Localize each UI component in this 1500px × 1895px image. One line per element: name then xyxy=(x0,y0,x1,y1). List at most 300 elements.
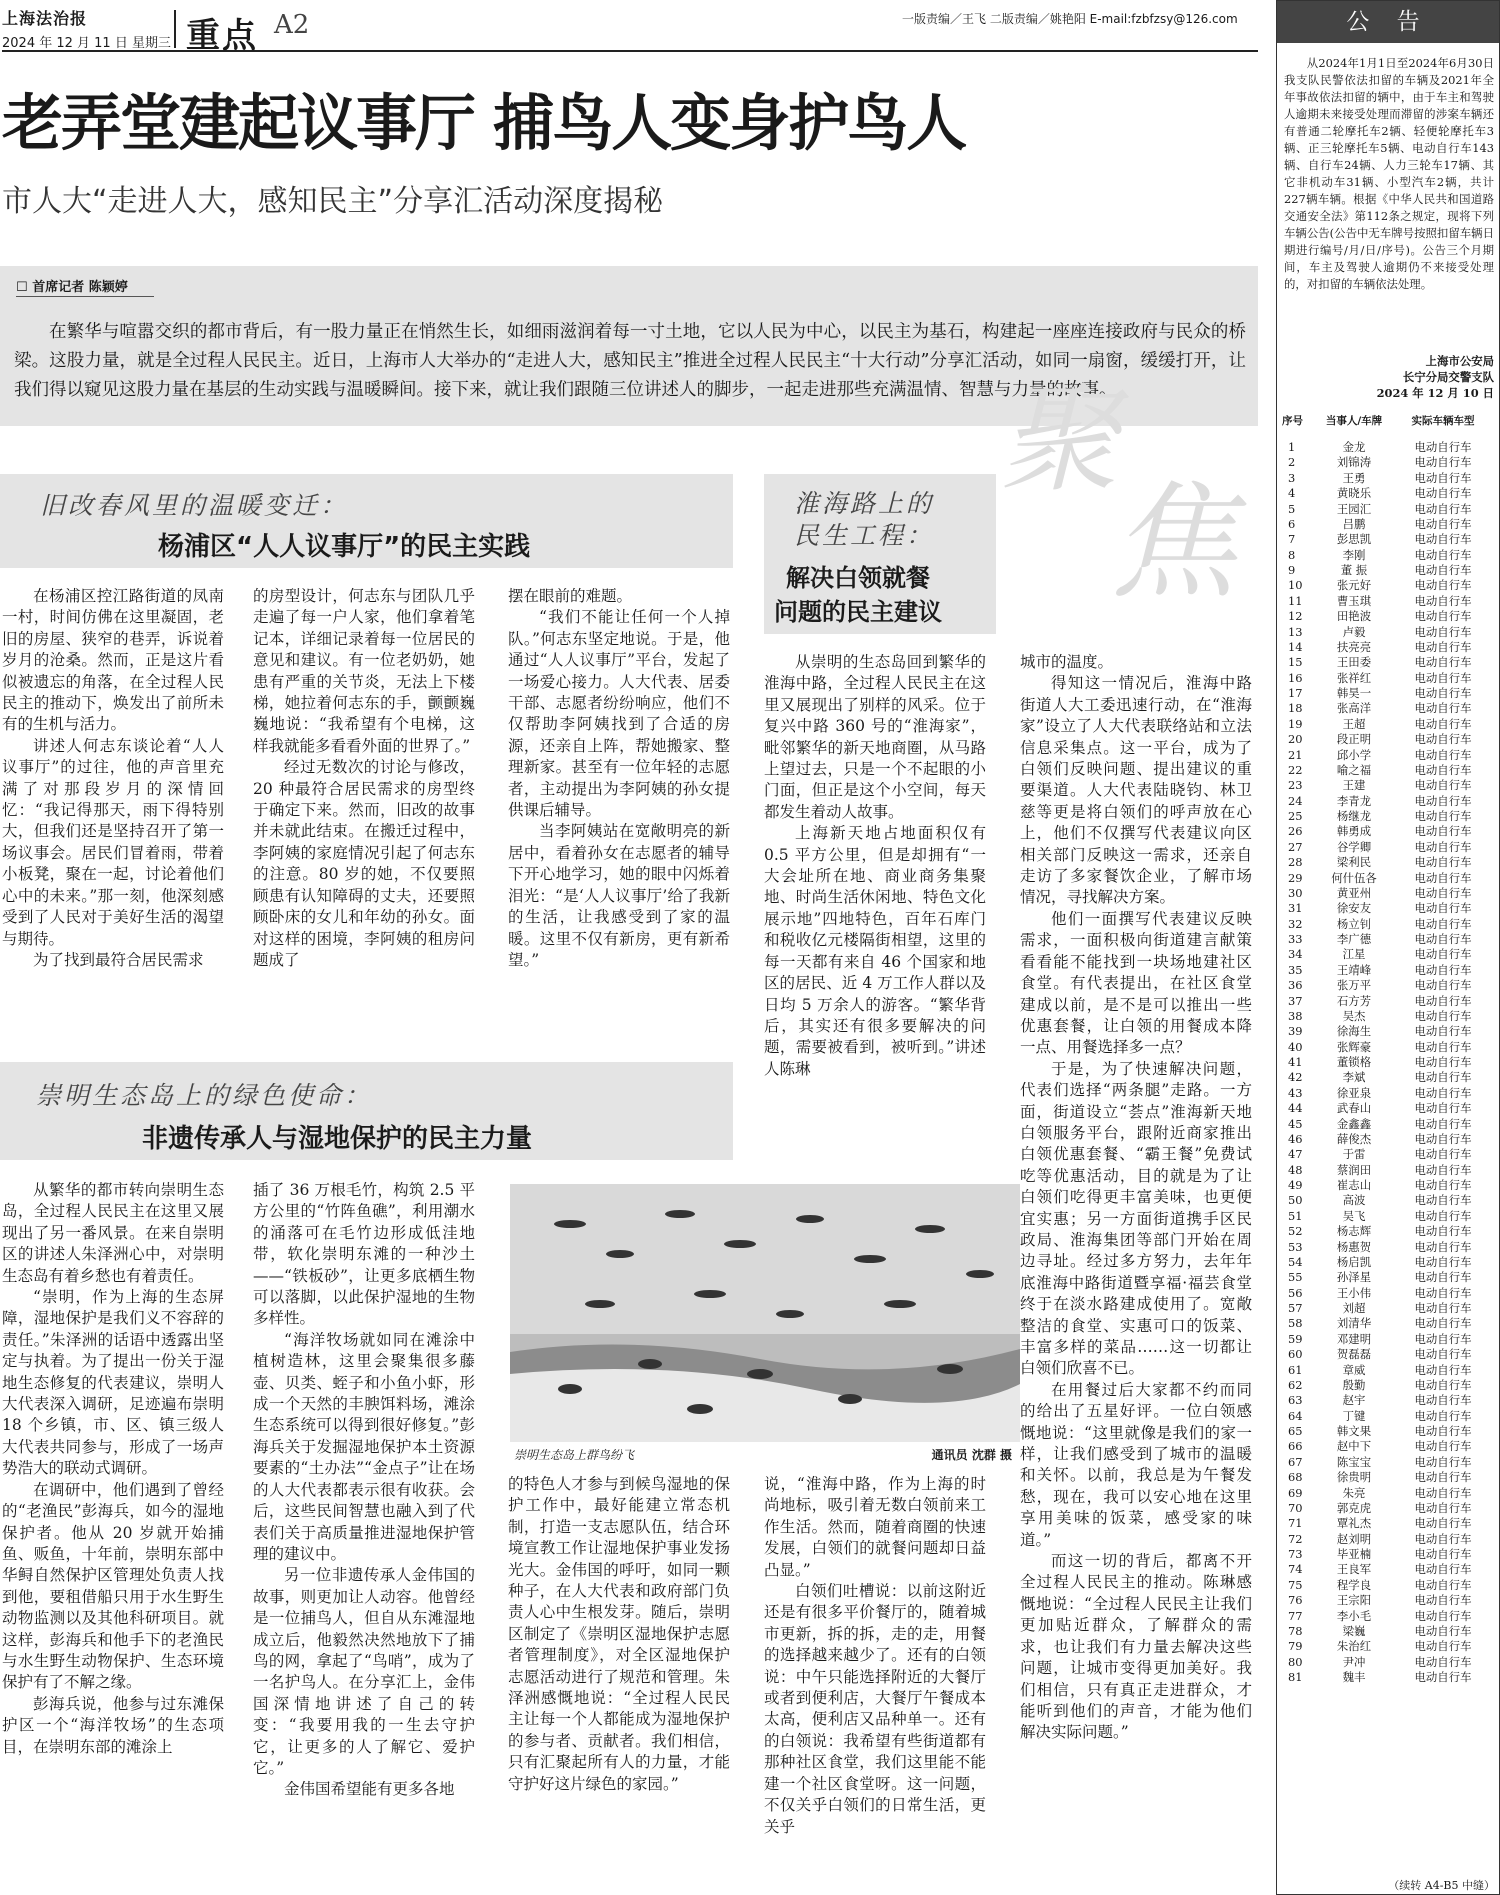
section2-title-a: 崇明生态岛上的绿色使命： xyxy=(36,1081,373,1110)
headline: 老弄堂建起议事厅 捕鸟人变身护鸟人 xyxy=(2,88,966,159)
row-vehicle-type: 电动自行车 xyxy=(1414,1516,1472,1531)
row-vehicle-type: 电动自行车 xyxy=(1414,978,1472,993)
row-index: 80 xyxy=(1288,1654,1303,1669)
row-vehicle-type: 电动自行车 xyxy=(1414,1593,1472,1608)
row-index: 45 xyxy=(1288,1116,1303,1131)
row-vehicle-type: 电动自行车 xyxy=(1414,1577,1472,1592)
row-owner: 梁巍 xyxy=(1342,1623,1366,1638)
row-index: 47 xyxy=(1288,1147,1303,1162)
table-row xyxy=(1282,1670,1496,1685)
table-row xyxy=(1282,532,1496,547)
row-index: 14 xyxy=(1288,639,1303,654)
row-owner: 李青龙 xyxy=(1336,793,1372,808)
row-index: 7 xyxy=(1288,532,1296,547)
row-index: 52 xyxy=(1288,1224,1303,1239)
table-row xyxy=(1282,1040,1496,1055)
row-index: 35 xyxy=(1288,962,1303,977)
row-owner: 曹玉琪 xyxy=(1336,593,1372,608)
row-owner: 章威 xyxy=(1342,1362,1366,1377)
intro-paragraph: 在繁华与喧嚣交织的都市背后，有一股力量正在悄然生长，如细雨滋润着每一寸土地，它以人民为中心，以民主为基石，构建起一座座连接政府与民众的桥梁。这股力量，就是全过程人民民主。近日，上海市人大举办的“走进人大，感知民主”推进全过程人民民主“十大行动”分享汇活动，如同一扇窗，缓缓打开，让我们得以窥见这股力量在基层的生动实践与温暖瞬间。接下来，就让我们跟随三位讲述人的脚步，一起走进那些充满温情、智慧与力量的故事。 xyxy=(14,322,1246,400)
row-index: 64 xyxy=(1288,1408,1303,1423)
header-type: 实际车辆车型 xyxy=(1411,415,1475,427)
table-row xyxy=(1282,1593,1496,1608)
row-owner: 魏丰 xyxy=(1342,1670,1366,1684)
row-index: 17 xyxy=(1288,686,1303,700)
row-owner: 李刚 xyxy=(1342,547,1366,562)
row-owner: 张辉豪 xyxy=(1336,1039,1372,1054)
table-row xyxy=(1282,1393,1496,1408)
focus-char-2: 焦 xyxy=(1110,469,1236,616)
row-vehicle-type: 电动自行车 xyxy=(1414,1070,1472,1085)
row-vehicle-type: 电动自行车 xyxy=(1414,1101,1472,1116)
row-index: 49 xyxy=(1288,1178,1303,1192)
row-vehicle-type: 电动自行车 xyxy=(1414,1670,1472,1684)
section2-column-1: 从繁华的都市转向崇明生态岛，全过程人民民主在这里又展现出了另一番风景。在来自崇明区的讲述人朱泽洲心中，对崇明生态岛有着乡愁也有着责任。 “崇明，作为上海的生态屏障，湿地保护是我们义不容辞的责任。”朱泽洲的话语中透露出坚定与执着。为了提出一份关于湿地生态修复的代表建议，崇明人大代表深入调研，足迹遍布崇明 18 个乡镇，市、区、镇三级人大代表共同参与，形成了一场声势浩大的联动式调研。 在调研中，他们遇到了曾经的“老渔民”彭海兵，如今的湿地保护者。他从 20 岁就开始捕鱼、贩鱼，十年前，崇明东部中华鲟自然保护区管理处负责人找到他，要租借船只用于水生野生动物监测以及其他科研项目。就这样，彭海兵和他手下的老渔民与水生野生动物保护、生态环境保护有了不解之缘。 彭海兵说，他参与过东滩保护区一个“海洋牧场”的生态项目，在崇明东部的滩涂上 xyxy=(2,1181,224,1756)
row-index: 21 xyxy=(1288,747,1303,762)
section1-column-2: 的房型设计，何志东与团队几乎走遍了每一户人家，他们拿着笔记本，详细记录着每一位居民的意见和建议。有一位老奶奶，她患有严重的关节炎，无法上下楼梯，她拉着何志东的手，颤颤巍巍地说：“我希望有个电梯，这样我就能多看看外面的世界了。” 经过无数次的讨论与修改，20 种最符合居民需求的房型终于确定下来。然而，旧改的故事并未就此结束。在搬迁过程中，李阿姨的家庭情况引起了何志东的注意。80 岁的她，不仅要照顾患有认知障碍的丈夫，还要照顾卧床的女儿和年幼的孙女。面对这样的困境，李阿姨的租房问题成了 xyxy=(253,587,475,969)
row-vehicle-type: 电动自行车 xyxy=(1414,578,1472,593)
table-row xyxy=(1282,717,1496,732)
row-index: 74 xyxy=(1288,1562,1303,1577)
row-index: 81 xyxy=(1288,1670,1303,1684)
row-owner: 郭克虎 xyxy=(1336,1500,1372,1515)
row-index: 54 xyxy=(1288,1254,1303,1269)
row-vehicle-type: 电动自行车 xyxy=(1414,993,1472,1008)
row-owner: 王园汇 xyxy=(1336,501,1372,516)
table-row xyxy=(1282,1378,1496,1393)
table-row xyxy=(1282,1255,1496,1270)
row-index: 29 xyxy=(1288,870,1303,885)
row-vehicle-type: 电动自行车 xyxy=(1414,1039,1472,1054)
table-row xyxy=(1282,748,1496,763)
table-row xyxy=(1282,901,1496,916)
row-owner: 薛俊杰 xyxy=(1336,1131,1372,1146)
row-index: 76 xyxy=(1288,1593,1303,1608)
row-vehicle-type: 电动自行车 xyxy=(1414,701,1472,716)
row-index: 51 xyxy=(1288,1208,1303,1223)
row-vehicle-type: 电动自行车 xyxy=(1414,1562,1472,1577)
row-vehicle-type: 电动自行车 xyxy=(1414,1347,1472,1362)
row-vehicle-type: 电动自行车 xyxy=(1414,1654,1472,1669)
row-index: 53 xyxy=(1288,1239,1303,1254)
table-row xyxy=(1282,1086,1496,1101)
row-index: 24 xyxy=(1288,793,1303,808)
row-vehicle-type: 电动自行车 xyxy=(1414,1254,1472,1269)
row-index: 66 xyxy=(1288,1439,1303,1454)
section3-column-2: 说，“淮海中路，作为上海的时尚地标，吸引着无数白领前来工作生活。然而，随着商圈的快速发展，白领们的就餐问题却日益凸显。” 白领们吐槽说：以前这附近还是有很多平价餐厅的，随着城市更新，拆的拆，走的走，用餐的选择越来越少了。还有的白领说：中午只能选择附近的大餐厅或者到便利店，大餐厅午餐成本太高，便利店又品种单一。还有的白领说：我希望有些街道都有那种社区食堂，我们这里能不能建一个社区食堂呀。这一问题，不仅关乎白领们的日常生活，更关乎 xyxy=(764,1475,986,1836)
row-index: 57 xyxy=(1288,1301,1303,1315)
table-row xyxy=(1282,732,1496,747)
row-owner: 徐海生 xyxy=(1336,1024,1372,1039)
row-owner: 杨立钊 xyxy=(1336,916,1372,931)
row-index: 72 xyxy=(1288,1531,1303,1546)
row-owner: 刘清华 xyxy=(1336,1316,1372,1331)
table-row xyxy=(1282,794,1496,809)
page-number: A2 xyxy=(274,10,310,40)
wetland-birds-photo xyxy=(510,1184,1020,1442)
row-vehicle-type: 电动自行车 xyxy=(1414,932,1472,946)
row-vehicle-type: 电动自行车 xyxy=(1414,793,1472,808)
row-index: 48 xyxy=(1288,1162,1303,1177)
table-row xyxy=(1282,471,1496,486)
row-vehicle-type: 电动自行车 xyxy=(1414,732,1472,747)
row-owner: 刘锦涛 xyxy=(1336,455,1372,470)
table-row xyxy=(1282,1486,1496,1501)
row-index: 70 xyxy=(1288,1500,1303,1515)
row-owner: 吴杰 xyxy=(1342,1008,1366,1023)
row-owner: 张万平 xyxy=(1336,978,1372,993)
row-index: 13 xyxy=(1288,624,1303,639)
row-owner: 李斌 xyxy=(1342,1070,1366,1085)
row-owner: 石方芳 xyxy=(1336,993,1372,1008)
table-row xyxy=(1282,1163,1496,1178)
row-index: 77 xyxy=(1288,1608,1303,1623)
table-row xyxy=(1282,1178,1496,1193)
row-owner: 江星 xyxy=(1342,947,1366,962)
table-row xyxy=(1282,840,1496,855)
row-index: 69 xyxy=(1288,1485,1303,1500)
row-vehicle-type: 电动自行车 xyxy=(1414,609,1472,624)
row-vehicle-type: 电动自行车 xyxy=(1414,455,1472,470)
editors-line: 一版责编／王飞 二版责编／姚艳阳 E-mail:fzbfzsy@126.com xyxy=(902,12,1238,26)
row-index: 19 xyxy=(1288,716,1303,731)
masthead xyxy=(2,6,1258,56)
row-owner: 于雷 xyxy=(1342,1147,1366,1162)
section3-title-a: 淮海路上的 xyxy=(794,489,935,518)
table-row xyxy=(1282,548,1496,563)
row-vehicle-type: 电动自行车 xyxy=(1414,1608,1472,1623)
section1-column-3: 摆在眼前的难题。 “我们不能让任何一个人掉队。”何志东坚定地说。于是，他通过“人人议事厅”平台，发起了一场爱心接力。人大代表、居委干部、志愿者纷纷响应，他们不仅帮助李阿姨找到了合适的房源，还亲自上阵，帮她搬家、整理新家。甚至有一位年轻的志愿者，主动提出为李阿姨的孙女提供课后辅导。 当李阿姨站在宽敞明亮的新居中，看着孙女在志愿者的辅导下开心地学习，她的眼中闪烁着泪光：“是‘人人议事厅’给了我新的生活，让我感受到了家的温暖。这里不仅有新房，更有新希望。” xyxy=(508,587,730,969)
row-vehicle-type: 电动自行车 xyxy=(1414,1147,1472,1162)
section1-column-1: 在杨浦区控江路街道的凤南一村，时间仿佛在这里凝固，老旧的房屋、狭窄的巷弄，诉说着岁月的沧桑。然而，正是这片看似被遗忘的角落，在全过程人民民主的推动下，焕发出了前所未有的生机与活力。 讲述人何志东谈论着“人人议事厅”的过往，他的声音里充满了对那段岁月的深情回忆：“我记得那天，雨下得特别大，但我们还是坚持召开了第一场议事会。居民们冒着雨，带着小板凳，聚在一起，讨论着他们心中的未来。”那一刻，他深刻感受到了人民对于美好生活的渴望与期待。 为了找到最符合居民需求 xyxy=(2,587,224,969)
row-vehicle-type: 电动自行车 xyxy=(1414,1485,1472,1500)
row-owner: 赵刘明 xyxy=(1336,1531,1372,1546)
row-index: 5 xyxy=(1288,501,1296,516)
row-owner: 武春山 xyxy=(1336,1101,1372,1116)
table-row xyxy=(1282,517,1496,532)
table-row xyxy=(1282,640,1496,655)
table-row xyxy=(1282,1316,1496,1331)
table-row xyxy=(1282,1224,1496,1239)
table-row xyxy=(1282,1009,1496,1024)
row-owner: 王勇 xyxy=(1342,470,1366,485)
row-index: 4 xyxy=(1288,486,1296,501)
row-owner: 黄晓乐 xyxy=(1336,486,1372,501)
table-row xyxy=(1282,1547,1496,1562)
row-index: 62 xyxy=(1288,1377,1303,1392)
row-owner: 贺磊磊 xyxy=(1336,1347,1372,1362)
row-owner: 彭思凯 xyxy=(1336,532,1372,547)
row-vehicle-type: 电动自行车 xyxy=(1414,824,1472,839)
row-owner: 王靖峰 xyxy=(1336,962,1372,977)
row-index: 67 xyxy=(1288,1454,1303,1469)
row-index: 68 xyxy=(1288,1470,1303,1485)
row-vehicle-type: 电动自行车 xyxy=(1414,1008,1472,1023)
row-vehicle-type: 电动自行车 xyxy=(1414,563,1472,577)
row-vehicle-type: 电动自行车 xyxy=(1414,1116,1472,1131)
row-vehicle-type: 电动自行车 xyxy=(1414,1362,1472,1377)
row-vehicle-type: 电动自行车 xyxy=(1414,486,1472,501)
row-vehicle-type: 电动自行车 xyxy=(1414,809,1472,823)
row-index: 23 xyxy=(1288,778,1303,793)
row-owner: 张祥红 xyxy=(1336,670,1372,685)
row-owner: 程学良 xyxy=(1336,1577,1372,1592)
row-vehicle-type: 电动自行车 xyxy=(1414,1301,1472,1315)
table-row xyxy=(1282,1132,1496,1147)
row-owner: 张高洋 xyxy=(1336,701,1372,716)
row-index: 46 xyxy=(1288,1131,1303,1146)
row-owner: 韩文果 xyxy=(1336,1424,1372,1438)
row-vehicle-type: 电动自行车 xyxy=(1414,885,1472,900)
section3-title-d: 问题的民主建议 xyxy=(774,598,942,626)
row-vehicle-type: 电动自行车 xyxy=(1414,1331,1472,1346)
row-index: 26 xyxy=(1288,824,1303,839)
row-owner: 何什伍各 xyxy=(1331,870,1377,885)
row-index: 41 xyxy=(1288,1055,1303,1069)
row-owner: 吕鹏 xyxy=(1342,516,1366,531)
row-owner: 孙泽星 xyxy=(1336,1270,1372,1285)
row-owner: 杨启凯 xyxy=(1336,1254,1372,1269)
section3-banner xyxy=(764,474,996,634)
issue-date: 2024 年 12 月 11 日 星期三 xyxy=(2,36,171,51)
section3-title-c: 民生工程： xyxy=(794,521,935,550)
row-owner: 邓建明 xyxy=(1336,1331,1372,1346)
row-index: 9 xyxy=(1288,563,1296,577)
photo-credit: 通讯员 沈群 摄 xyxy=(931,1448,1012,1462)
row-vehicle-type: 电动自行车 xyxy=(1414,1639,1472,1654)
row-vehicle-type: 电动自行车 xyxy=(1414,962,1472,977)
row-index: 59 xyxy=(1288,1331,1303,1346)
row-vehicle-type: 电动自行车 xyxy=(1414,639,1472,654)
row-index: 56 xyxy=(1288,1285,1303,1300)
table-row xyxy=(1282,1624,1496,1639)
row-owner: 梁利民 xyxy=(1336,855,1372,870)
section1-banner xyxy=(0,474,733,568)
row-vehicle-type: 电动自行车 xyxy=(1414,1239,1472,1254)
row-owner: 邱小学 xyxy=(1336,747,1372,762)
row-owner: 尹冲 xyxy=(1342,1654,1366,1669)
table-row xyxy=(1282,1347,1496,1362)
table-row xyxy=(1282,886,1496,901)
vehicle-table-body xyxy=(1282,440,1496,1685)
row-vehicle-type: 电动自行车 xyxy=(1414,1424,1472,1438)
section3-column-1: 从崇明的生态岛回到繁华的淮海中路，全过程人民民主在这里又展现出了别样的风采。位于复兴中路 360 号的“淮海家”，毗邻繁华的新天地商圈，从马路上望过去，只是一个不起眼的小门面，但正是这个小空间，每天都发生着动人故事。 上海新天地占地面积仅有 0.5 平方公里，但是却拥有“一大会址所在地、商业商务集聚地、时尚生活休闲地、特色文化展示地”四地特色，百年石库门和税收亿元楼隔街相望，这里的每一天都有来自 46 个国家和地区的居民、近 4 万工作人群以及日均 5 万余人的游客。“繁华背后，其实还有很多要解决的问题，需要被看到，被听到。”讲述人陈琳 xyxy=(764,653,986,1078)
row-owner: 徐贵明 xyxy=(1336,1470,1372,1485)
table-row xyxy=(1282,1578,1496,1593)
row-index: 75 xyxy=(1288,1577,1303,1592)
row-owner: 董 振 xyxy=(1340,563,1368,577)
row-owner: 朱治红 xyxy=(1336,1639,1372,1654)
row-owner: 韩勇成 xyxy=(1336,824,1372,839)
table-row xyxy=(1282,1055,1496,1070)
masthead-divider xyxy=(174,10,176,48)
row-vehicle-type: 电动自行车 xyxy=(1414,655,1472,670)
table-row xyxy=(1282,655,1496,670)
row-vehicle-type: 电动自行车 xyxy=(1414,1393,1472,1408)
table-row xyxy=(1282,1501,1496,1516)
row-index: 1 xyxy=(1288,440,1296,454)
table-row xyxy=(1282,1270,1496,1285)
row-index: 71 xyxy=(1288,1516,1303,1531)
table-row xyxy=(1282,1332,1496,1347)
row-index: 20 xyxy=(1288,732,1303,747)
row-index: 37 xyxy=(1288,993,1303,1008)
row-owner: 蔡润田 xyxy=(1336,1162,1372,1177)
row-vehicle-type: 电动自行车 xyxy=(1414,747,1472,762)
table-row xyxy=(1282,1439,1496,1454)
row-owner: 徐亚泉 xyxy=(1336,1085,1372,1100)
row-vehicle-type: 电动自行车 xyxy=(1414,1024,1472,1039)
row-index: 42 xyxy=(1288,1070,1303,1085)
row-index: 63 xyxy=(1288,1393,1303,1408)
row-owner: 段正明 xyxy=(1336,732,1372,747)
row-owner: 董锁格 xyxy=(1336,1055,1372,1069)
row-index: 15 xyxy=(1288,655,1303,670)
row-vehicle-type: 电动自行车 xyxy=(1414,1055,1472,1069)
row-owner: 王建 xyxy=(1342,778,1366,793)
row-index: 55 xyxy=(1288,1270,1303,1285)
row-index: 79 xyxy=(1288,1639,1303,1654)
row-index: 32 xyxy=(1288,916,1303,931)
table-row xyxy=(1282,1286,1496,1301)
header-index: 序号 xyxy=(1282,415,1303,427)
table-row xyxy=(1282,1409,1496,1424)
row-index: 10 xyxy=(1288,578,1303,593)
row-index: 43 xyxy=(1288,1085,1303,1100)
row-vehicle-type: 电动自行车 xyxy=(1414,1470,1472,1485)
table-row xyxy=(1282,978,1496,993)
notice-body: 从2024年1月1日至2024年6月30日我支队民警依法扣留的车辆及2021年全年事故依法扣留的辆中，由于车主和驾驶人逾期未来接受处理而滞留的涉案车辆还有普通二轮摩托车2辆、轻便轮摩托车3辆、正三轮摩托车5辆、电动自行车143辆、自行车24辆、人力三轮车17辆、其它非机动车31辆、小型汽车2辆，共计227辆车辆。根据《中华人民共和国道路交通安全法》第112条之规定，现将下列车辆公告(公告中无车牌号按照扣留车辆日期进行编号/月/日/序号)。公告三个月期间，车主及驾驶人逾期仍不来接受处理的，对扣留的车辆依法处理。 xyxy=(1284,56,1494,291)
row-owner: 金鑫鑫 xyxy=(1336,1116,1372,1131)
row-owner: 徐安友 xyxy=(1336,901,1372,916)
row-owner: 丁键 xyxy=(1342,1408,1366,1423)
table-row xyxy=(1282,1455,1496,1470)
table-row xyxy=(1282,963,1496,978)
table-row xyxy=(1282,1193,1496,1208)
vehicle-table xyxy=(1282,415,1496,1685)
header-owner: 当事人/车牌 xyxy=(1325,415,1383,427)
row-index: 3 xyxy=(1288,470,1296,485)
notice-title: 公 告 xyxy=(1277,1,1499,43)
row-index: 16 xyxy=(1288,670,1303,685)
section2-banner xyxy=(0,1062,733,1160)
row-index: 60 xyxy=(1288,1347,1303,1362)
row-index: 40 xyxy=(1288,1039,1303,1054)
row-vehicle-type: 电动自行车 xyxy=(1414,1439,1472,1454)
row-vehicle-type: 电动自行车 xyxy=(1414,532,1472,547)
section-title: 重点 xyxy=(186,16,258,56)
row-owner: 李广德 xyxy=(1336,932,1372,946)
row-vehicle-type: 电动自行车 xyxy=(1414,901,1472,916)
section3-title-b: 解决白领就餐 xyxy=(786,564,930,592)
notice-signature: 上海市公安局 长宁分局交警支队 2024 年 12 月 10 日 xyxy=(1376,354,1494,400)
section1-title-a: 旧改春风里的温暖变迁： xyxy=(40,491,349,520)
row-index: 8 xyxy=(1288,547,1296,562)
row-owner: 金龙 xyxy=(1342,440,1366,454)
row-index: 6 xyxy=(1288,516,1296,531)
focus-char-1: 聚 xyxy=(1000,370,1119,508)
table-row xyxy=(1282,1424,1496,1439)
row-vehicle-type: 电动自行车 xyxy=(1414,1193,1472,1208)
table-header-row xyxy=(1282,415,1496,440)
row-vehicle-type: 电动自行车 xyxy=(1414,1085,1472,1100)
row-index: 22 xyxy=(1288,762,1303,777)
row-owner: 朱亮 xyxy=(1342,1485,1366,1500)
row-owner: 杨继龙 xyxy=(1336,809,1372,823)
row-owner: 扶亮亮 xyxy=(1336,639,1372,654)
row-vehicle-type: 电动自行车 xyxy=(1414,1224,1472,1239)
row-vehicle-type: 电动自行车 xyxy=(1414,1316,1472,1331)
row-vehicle-type: 电动自行车 xyxy=(1414,1500,1472,1515)
row-index: 61 xyxy=(1288,1362,1303,1377)
table-row xyxy=(1282,1655,1496,1670)
table-row xyxy=(1282,701,1496,716)
row-index: 38 xyxy=(1288,1008,1303,1023)
row-index: 30 xyxy=(1288,885,1303,900)
table-row xyxy=(1282,455,1496,470)
table-row xyxy=(1282,917,1496,932)
row-owner: 杨惠贺 xyxy=(1336,1239,1372,1254)
table-row xyxy=(1282,1516,1496,1531)
row-index: 73 xyxy=(1288,1547,1303,1561)
row-vehicle-type: 电动自行车 xyxy=(1414,670,1472,685)
table-row xyxy=(1282,1240,1496,1255)
row-index: 44 xyxy=(1288,1101,1303,1116)
row-vehicle-type: 电动自行车 xyxy=(1414,1270,1472,1285)
row-owner: 毕亚楠 xyxy=(1336,1547,1372,1561)
byline-rule xyxy=(16,296,154,297)
table-row xyxy=(1282,502,1496,517)
row-owner: 喻之福 xyxy=(1336,762,1372,777)
row-owner: 吴飞 xyxy=(1342,1208,1366,1223)
row-vehicle-type: 电动自行车 xyxy=(1414,547,1472,562)
row-vehicle-type: 电动自行车 xyxy=(1414,1178,1472,1192)
row-owner: 王超 xyxy=(1342,716,1366,731)
table-row xyxy=(1282,778,1496,793)
row-vehicle-type: 电动自行车 xyxy=(1414,440,1472,454)
row-vehicle-type: 电动自行车 xyxy=(1414,470,1472,485)
row-owner: 张元好 xyxy=(1336,578,1372,593)
table-row xyxy=(1282,1639,1496,1654)
row-vehicle-type: 电动自行车 xyxy=(1414,501,1472,516)
byline-square-icon: ☐ xyxy=(16,280,33,295)
table-row xyxy=(1282,1363,1496,1378)
row-owner: 崔志山 xyxy=(1336,1178,1372,1192)
row-vehicle-type: 电动自行车 xyxy=(1414,762,1472,777)
row-owner: 高波 xyxy=(1342,1193,1366,1208)
row-owner: 覃礼杰 xyxy=(1336,1516,1372,1531)
row-index: 34 xyxy=(1288,947,1303,962)
table-row xyxy=(1282,671,1496,686)
row-index: 39 xyxy=(1288,1024,1303,1039)
row-vehicle-type: 电动自行车 xyxy=(1414,916,1472,931)
row-vehicle-type: 电动自行车 xyxy=(1414,1162,1472,1177)
table-row xyxy=(1282,1070,1496,1085)
row-index: 36 xyxy=(1288,978,1303,993)
section2-title-b: 非遗传承人与湿地保护的民主力量 xyxy=(142,1124,533,1154)
row-owner: 王小伟 xyxy=(1336,1285,1372,1300)
table-row xyxy=(1282,932,1496,947)
row-vehicle-type: 电动自行车 xyxy=(1414,870,1472,885)
table-row xyxy=(1282,1609,1496,1624)
table-row xyxy=(1282,947,1496,962)
row-owner: 王田委 xyxy=(1336,655,1372,670)
section1-title-b: 杨浦区“人人议事厅”的民主实践 xyxy=(158,532,531,562)
row-vehicle-type: 电动自行车 xyxy=(1414,1623,1472,1638)
row-owner: 韩昊一 xyxy=(1336,686,1372,700)
row-vehicle-type: 电动自行车 xyxy=(1414,1208,1472,1223)
row-vehicle-type: 电动自行车 xyxy=(1414,593,1472,608)
